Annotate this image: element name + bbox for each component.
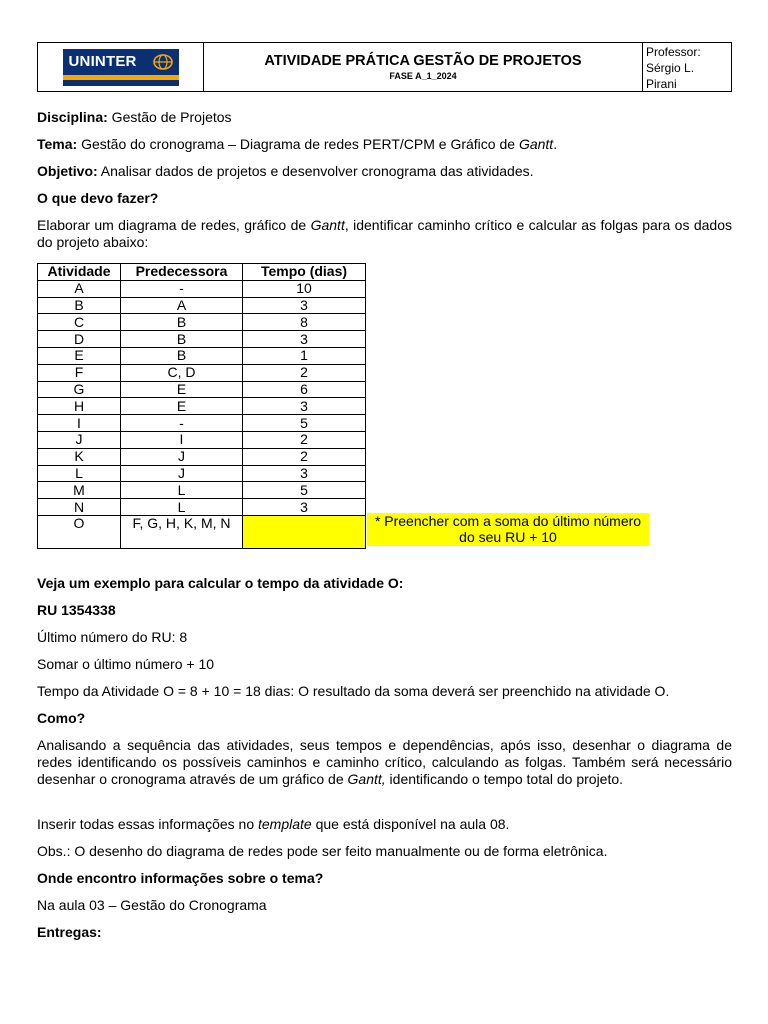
- cell-tempo: 3: [243, 398, 366, 415]
- professor-cell: [643, 43, 731, 91]
- objetivo-value: Analisar dados de projetos e desenvolver cronograma das atividades.: [97, 163, 534, 179]
- table-row: [38, 314, 366, 331]
- heading-o-que-fazer: O que devo fazer?: [37, 190, 159, 206]
- tema-value: Gestão do cronograma – Diagrama de redes PERT/CPM e Gráfico de: [77, 136, 519, 152]
- table-row: [38, 465, 366, 482]
- inserir-pre: Inserir todas essas informações no: [37, 816, 258, 832]
- cell-predecessora: B: [121, 314, 243, 331]
- cell-predecessora: F, G, H, K, M, N: [121, 515, 243, 548]
- cell-atividade: B: [38, 297, 121, 314]
- inserir-post: que está disponível na aula 08.: [311, 816, 510, 832]
- table-row: [38, 280, 366, 297]
- disciplina-line: [37, 109, 732, 126]
- cell-atividade: C: [38, 314, 121, 331]
- objetivo-label: Objetivo:: [37, 163, 98, 179]
- cell-atividade: N: [38, 499, 121, 516]
- logo-cell: [38, 43, 204, 91]
- table-row: [38, 331, 366, 348]
- cell-predecessora: J: [121, 465, 243, 482]
- cell-predecessora: E: [121, 398, 243, 415]
- cell-atividade: I: [38, 415, 121, 432]
- header-tempo: Tempo (dias): [243, 264, 366, 281]
- table-row: [38, 381, 366, 398]
- header-predecessora: Predecessora: [121, 264, 243, 281]
- cell-atividade: A: [38, 280, 121, 297]
- header-box: [37, 42, 732, 92]
- cell-tempo: 5: [243, 415, 366, 432]
- tema-end: .: [553, 136, 558, 152]
- cell-predecessora: L: [121, 482, 243, 499]
- analisando-gantt: Gantt,: [347, 771, 386, 787]
- globe-icon: [152, 53, 174, 71]
- cell-atividade: F: [38, 364, 121, 381]
- uninter-logo: [63, 49, 179, 86]
- cell-tempo: 1: [243, 347, 366, 364]
- cell-atividade: E: [38, 347, 121, 364]
- inserir-line: [37, 816, 732, 833]
- cell-predecessora: J: [121, 448, 243, 465]
- elaborar-post: , identificar caminho crítico e calcular as folgas para os dados do projeto abaixo:: [37, 217, 732, 250]
- cell-atividade: G: [38, 381, 121, 398]
- professor-name-line2: Pirani: [646, 77, 677, 91]
- cell-predecessora: -: [121, 415, 243, 432]
- elaborar-pre: Elaborar um diagrama de redes, gráfico de: [37, 217, 311, 233]
- heading-onde: Onde encontro informações sobre o tema?: [37, 870, 324, 886]
- cell-tempo-highlight: [243, 515, 366, 548]
- table-row: [38, 431, 366, 448]
- cell-predecessora: A: [121, 297, 243, 314]
- aula-line: Na aula 03 – Gestão do Cronograma: [37, 897, 267, 913]
- inserir-template: template: [258, 816, 312, 832]
- cell-atividade: H: [38, 398, 121, 415]
- table-row: [38, 499, 366, 516]
- cell-tempo: 6: [243, 381, 366, 398]
- heading-exemplo: Veja um exemplo para calcular o tempo da atividade O:: [37, 575, 404, 591]
- cell-tempo: 2: [243, 448, 366, 465]
- cell-predecessora: C, D: [121, 364, 243, 381]
- cell-tempo: 3: [243, 297, 366, 314]
- cell-tempo: 5: [243, 482, 366, 499]
- disciplina-value: Gestão de Projetos: [107, 109, 232, 125]
- title-cell: [204, 43, 643, 91]
- table-row: [38, 364, 366, 381]
- activities-table: [37, 263, 366, 549]
- logo-text: UNINTER: [68, 52, 137, 70]
- cell-tempo: 8: [243, 314, 366, 331]
- tema-gantt: Gantt: [518, 136, 554, 152]
- cell-tempo: 2: [243, 431, 366, 448]
- elaborar-gantt: Gantt: [310, 217, 345, 233]
- cell-predecessora: B: [121, 331, 243, 348]
- table-row: [38, 398, 366, 415]
- tempo-line: Tempo da Atividade O = 8 + 10 = 18 dias: O resultado da soma deverá ser preenchido na atividade O.: [37, 683, 670, 699]
- cell-predecessora: E: [121, 381, 243, 398]
- table-row: [38, 297, 366, 314]
- ru-example: RU 1354338: [37, 602, 116, 618]
- cell-atividade: M: [38, 482, 121, 499]
- cell-tempo: 3: [243, 499, 366, 516]
- cell-tempo: 10: [243, 280, 366, 297]
- cell-atividade: O: [38, 515, 121, 548]
- professor-name-line1: Sérgio L.: [646, 61, 695, 75]
- document-subtitle: FASE A_1_2024: [389, 71, 457, 81]
- table-header-row: [38, 264, 366, 281]
- cell-atividade: L: [38, 465, 121, 482]
- tema-line: [37, 136, 732, 153]
- analisando-paragraph: [37, 737, 732, 788]
- cell-tempo: 3: [243, 331, 366, 348]
- cell-predecessora: L: [121, 499, 243, 516]
- cell-atividade: D: [38, 331, 121, 348]
- cell-tempo: 2: [243, 364, 366, 381]
- cell-tempo: 3: [243, 465, 366, 482]
- analisando-post: identificando o tempo total do projeto.: [385, 771, 624, 787]
- document-title: ATIVIDADE PRÁTICA GESTÃO DE PROJETOS: [264, 53, 582, 69]
- objetivo-line: [37, 163, 732, 180]
- cell-predecessora: B: [121, 347, 243, 364]
- somar-line: Somar o último número + 10: [37, 656, 215, 672]
- table-row: [38, 448, 366, 465]
- cell-predecessora: I: [121, 431, 243, 448]
- cell-predecessora: -: [121, 280, 243, 297]
- table-row: [38, 415, 366, 432]
- cell-atividade: K: [38, 448, 121, 465]
- ultimo-numero: Último número do RU: 8: [37, 629, 188, 645]
- heading-entregas: Entregas:: [37, 924, 102, 940]
- cell-atividade: J: [38, 431, 121, 448]
- elaborar-paragraph: [37, 217, 732, 251]
- disciplina-label: Disciplina:: [37, 109, 108, 125]
- table-row-o: [38, 515, 366, 548]
- obs-line: Obs.: O desenho do diagrama de redes pode ser feito manualmente ou de forma eletrônica.: [37, 843, 608, 859]
- professor-label: Professor:: [646, 45, 701, 59]
- logo-stripe: [63, 75, 179, 80]
- analisando-pre: Analisando a sequência das atividades, seus tempos e dependências, após isso, desenhar o diagrama de redes identificando os possíveis caminhos e caminho crítico, calculando as folgas. Também será necessário desenhar o cronograma através de um gráfico de: [37, 737, 732, 787]
- header-atividade: Atividade: [38, 264, 121, 281]
- fill-note: * Preencher com a soma do último número do seu RU + 10: [367, 513, 649, 546]
- heading-como: Como?: [37, 710, 86, 726]
- table-row: [38, 482, 366, 499]
- document-page: [37, 42, 732, 940]
- tema-label: Tema:: [37, 136, 78, 152]
- table-row: [38, 347, 366, 364]
